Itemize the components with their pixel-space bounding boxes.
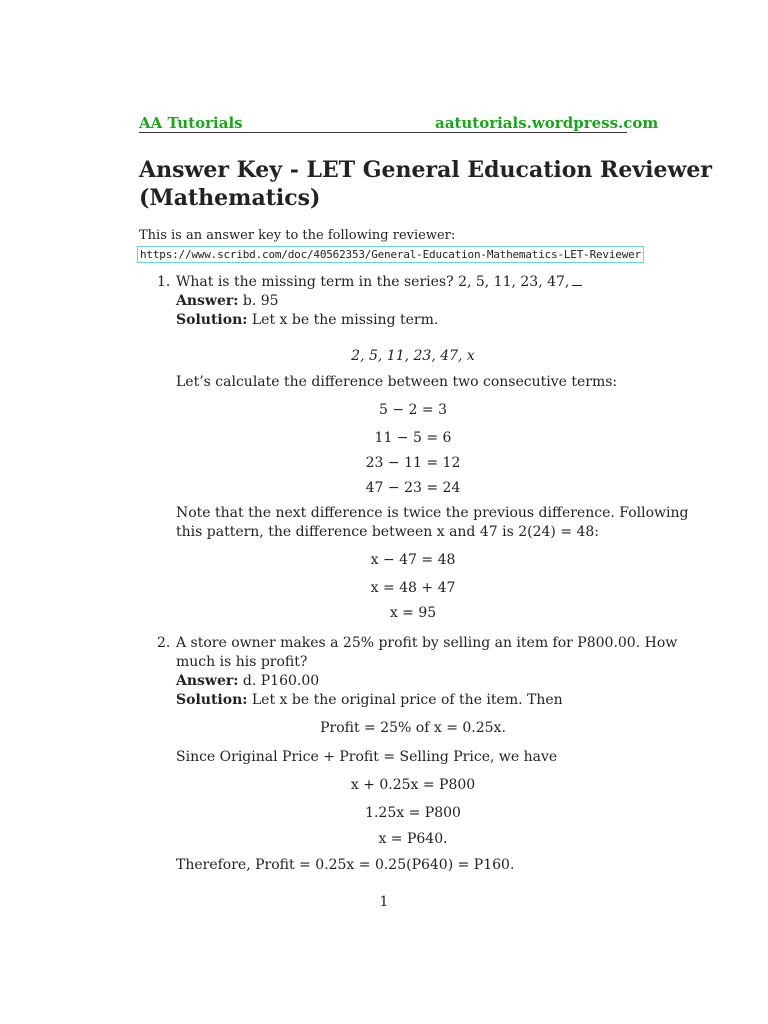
- answer-label: Answer:: [176, 673, 239, 689]
- title-line-1: Answer Key - LET General Education Reviewer: [139, 157, 712, 183]
- intro-text: This is an answer key to the following reviewer:: [139, 228, 456, 243]
- q1-diff-3: 23 − 11 = 12: [365, 455, 461, 471]
- blank-line: [572, 275, 582, 286]
- q1-note-1: Note that the next difference is twice the previous difference. Following: [176, 505, 689, 521]
- q1-note-2: this pattern, the difference between x and 47 is 2(24) = 48:: [176, 524, 600, 540]
- q1-diff-intro: Let’s calculate the difference between two consecutive terms:: [176, 374, 618, 390]
- q1-diff-4: 47 − 23 = 24: [365, 480, 461, 496]
- q2-question-2: much is his profit?: [176, 654, 308, 670]
- q2-answer: [176, 673, 319, 689]
- q1-eq-2: x = 48 + 47: [370, 580, 456, 596]
- page-title: [139, 156, 712, 212]
- q1-eq-3: x = 95: [389, 605, 437, 621]
- answer-value: b. 95: [242, 293, 279, 309]
- q2-eq-3: x = P640.: [378, 831, 448, 847]
- q1-answer: [176, 293, 279, 309]
- page-number: 1: [379, 894, 389, 910]
- solution-label: Solution:: [176, 692, 248, 708]
- solution-label: Solution:: [176, 312, 248, 328]
- q2-profit-eq: Profit = 25% of x = 0.25x.: [320, 720, 506, 736]
- q2-therefore: Therefore, Profit = 0.25x = 0.25(P640) = P160.: [176, 857, 515, 873]
- q2-solution: [176, 692, 563, 708]
- reviewer-link[interactable]: https://www.scribd.com/doc/40562353/General-Education-Mathematics-LET-Reviewer: [137, 246, 644, 263]
- q1-question-text: What is the missing term in the series? 2, 5, 11, 23, 47,: [176, 274, 570, 290]
- title-line-2: (Mathematics): [139, 185, 321, 211]
- header-right-link[interactable]: aatutorials.wordpress.com: [435, 114, 659, 132]
- solution-text: Let x be the missing term.: [251, 312, 439, 328]
- answer-value: d. P160.00: [242, 673, 320, 689]
- header-rule: [139, 132, 627, 133]
- q1-eq-1: x − 47 = 48: [370, 552, 456, 568]
- q1-diff-2: 11 − 5 = 6: [374, 430, 452, 446]
- q2-question-1: A store owner makes a 25% profit by selling an item for P800.00. How: [176, 635, 678, 651]
- q1-series: 2, 5, 11, 23, 47, x: [351, 348, 475, 364]
- q2-eq-1: x + 0.25x = P800: [350, 777, 476, 793]
- q2-eq-2: 1.25x = P800: [365, 805, 461, 821]
- q2-since: Since Original Price + Profit = Selling Price, we have: [176, 749, 558, 765]
- q1-question: [176, 274, 582, 290]
- q1-number: 1.: [157, 274, 171, 290]
- header-left: AA Tutorials: [139, 114, 243, 132]
- solution-text: Let x be the original price of the item. Then: [251, 692, 563, 708]
- answer-label: Answer:: [176, 293, 239, 309]
- q1-diff-1: 5 − 2 = 3: [379, 402, 447, 418]
- q1-solution: [176, 312, 438, 328]
- q2-number: 2.: [157, 635, 171, 651]
